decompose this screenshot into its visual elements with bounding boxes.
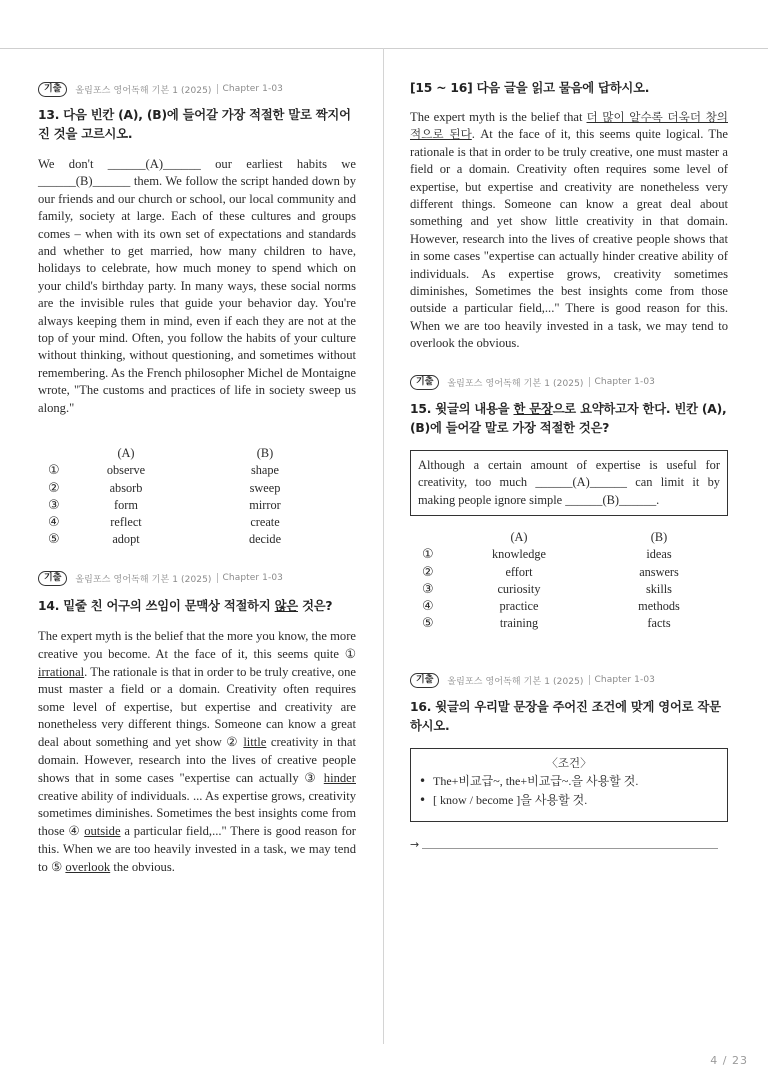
- divider: [217, 84, 218, 94]
- header-a: (A): [117, 446, 135, 460]
- q15-chapter: Chapter 1-03: [594, 377, 656, 387]
- marker-2: ②: [226, 734, 239, 750]
- option-b: answers: [639, 564, 679, 579]
- option-row[interactable]: [422, 564, 722, 581]
- option-row[interactable]: [48, 462, 346, 479]
- q13-options: [48, 445, 346, 549]
- q14-text: creativity in that domain. However, research into the lives of creative people shows that in some cases "expertise can actually: [38, 735, 356, 786]
- q16-chapter: Chapter 1-03: [594, 675, 656, 685]
- divider: [589, 675, 590, 685]
- conditions-title: 〈조건〉: [546, 756, 592, 770]
- marker-3: ③: [304, 770, 319, 786]
- option-row[interactable]: [422, 598, 722, 615]
- underlined-korean-sentence: 더 많이 알수록 더욱더 창의적으로 된다: [410, 110, 728, 142]
- q13-source-row: [38, 81, 283, 97]
- marker-4: ④: [68, 823, 81, 839]
- q13-tag: 기출: [38, 82, 67, 97]
- q15-title-underlined: 한 문장: [513, 402, 553, 416]
- option-b: ideas: [646, 547, 672, 562]
- header-b: (B): [650, 530, 668, 544]
- option-a: practice: [499, 599, 539, 614]
- option-b: skills: [646, 581, 672, 596]
- marker-5: ⑤: [50, 859, 63, 875]
- q14-title-underlined: 않은: [274, 599, 298, 613]
- bullet-icon: •: [419, 774, 427, 788]
- option-number: ②: [48, 480, 60, 496]
- q13-source: 올림포스 영어독해 기본 1 (2025): [75, 85, 212, 96]
- option-number: ②: [422, 564, 434, 580]
- answer-line-input[interactable]: [422, 848, 718, 849]
- options-header: [422, 529, 722, 546]
- option-a: training: [499, 616, 539, 631]
- q14-title-post: 것은?: [297, 599, 333, 613]
- q14-chapter: Chapter 1-03: [222, 573, 284, 583]
- option-row[interactable]: [48, 497, 346, 514]
- option-number: ①: [422, 547, 434, 563]
- q14-title-pre: 14. 밑줄 친 어구의 쓰임이 문맥상 적절하지: [38, 599, 275, 613]
- option-a: reflect: [110, 515, 142, 530]
- q16-tag: 기출: [410, 673, 439, 688]
- option-number: ④: [422, 599, 434, 615]
- q15-tag: 기출: [410, 375, 439, 390]
- option-b: sweep: [249, 480, 281, 495]
- q13-passage: We don't ______(A)______ our earliest habits we ______(B)______ them. We follow the script handed down by our friends and our church or school, our local community and family, society at large. Each of these cultures and groups comes – when with its own set of expectations and standards and whether to get married, how many children to have, holidays to celebrate, how much money to spend which on your child's birthday party. In many ways, these social norms are the invisible rules that guide your behavior day. You're always keeping them in mind, even if each they are not at the top of your mind. Often, you follow the habits of your culture without thinking, without questioning, and sometimes without remembering. As the French philosopher Michel de Montaigne wrote, "The customs and practices of life in society sweep us along.": [38, 157, 356, 415]
- q15-title: [410, 400, 728, 438]
- underlined-word-1: irrational: [38, 664, 85, 679]
- option-number: ①: [48, 463, 60, 479]
- option-row[interactable]: [48, 514, 346, 531]
- option-b: methods: [638, 599, 680, 614]
- option-b: decide: [248, 532, 282, 547]
- condition-item: [411, 791, 727, 809]
- q16-source: 올림포스 영어독해 기본 1 (2025): [447, 676, 584, 687]
- q14-text: the obvious.: [110, 860, 175, 875]
- summary-text: Although a certain amount of expertise is useful for creativity, too much ______(A)______ can limit it by making people ignore simple ______(B)______.: [418, 458, 720, 507]
- conditions-box: [410, 748, 728, 822]
- condition-item: [411, 771, 727, 791]
- q16-title: 16. 윗글의 우리말 문장을 주어진 조건에 맞게 영어로 작문하시오.: [410, 700, 721, 733]
- underlined-word-2: little: [243, 735, 267, 750]
- underlined-word-5: overlook: [65, 860, 111, 875]
- option-a: knowledge: [492, 547, 546, 562]
- bullet-icon: •: [419, 793, 427, 807]
- option-a: adopt: [112, 532, 140, 547]
- option-a: curiosity: [497, 581, 541, 596]
- q16-source-row: [410, 672, 655, 688]
- arrow-icon: →: [410, 838, 420, 851]
- passage-text: . At the face of it, this seems quite logical. The rationale is that in order to be truly creative, one must master a field or a domain. Creativity often requires some level of expertise, but expertise and creativity are nonetheless very different things. Someone can know a great deal about something and yet show little creativity in that domain. However, research into the lives of creative people shows that in some cases "expertise can actually hinder creative ability of individuals. As expertise grows, creativity sometimes diminishes, Sometimes the best insights come from those outside a particular field,..." There is good reason for this. When we are too heavily invested in a task, we may tend to overlook the obvious.: [410, 127, 728, 351]
- q14-source: 올림포스 영어독해 기본 1 (2025): [75, 574, 212, 585]
- option-b: create: [250, 515, 280, 530]
- q14-source-row: [38, 570, 283, 586]
- q15-16-passage: [410, 109, 728, 353]
- option-number: ③: [48, 497, 60, 513]
- q15-title-post: 으로 요약하고자 한다. 빈칸 (A), (B)에 들어갈 말로 가장 적절한 것은?: [410, 402, 727, 435]
- q14-title: [38, 597, 356, 616]
- option-number: ④: [48, 515, 60, 531]
- marker-1: ①: [344, 646, 356, 662]
- header-a: (A): [510, 530, 528, 544]
- option-row[interactable]: [48, 531, 346, 548]
- option-row[interactable]: [422, 615, 722, 632]
- option-row[interactable]: [422, 546, 722, 563]
- underlined-word-3: hinder: [323, 771, 356, 786]
- q14-text: . The rationale is that in order to be truly creative, one must master a field or a domain. Creativity often requires some level of expertise, but expertise and creativity are nonetheless very different things. Someone can know a great deal about something and yet show: [38, 664, 356, 750]
- q14-tag: 기출: [38, 571, 67, 586]
- option-number: ⑤: [422, 616, 434, 632]
- q15-source-row: [410, 374, 655, 390]
- option-a: effort: [505, 564, 533, 579]
- option-a: observe: [106, 463, 146, 478]
- column-divider: [383, 48, 384, 1044]
- option-b: mirror: [249, 497, 281, 512]
- condition-1-text: The+비교급~, the+비교급~.을 사용할 것.: [433, 774, 639, 788]
- q14-text: a particular field,..." There is good reason for this. When we are too heavily invested in a task, we may tend to: [38, 824, 356, 875]
- q13-title: 13. 다음 빈칸 (A), (B)에 들어갈 가장 적절한 말로 짝지어진 것을 고르시오.: [38, 108, 351, 141]
- option-a: absorb: [109, 480, 143, 495]
- q14-passage: [38, 628, 356, 877]
- options-header: [48, 445, 346, 462]
- header-divider: [0, 48, 768, 49]
- q15-source: 올림포스 영어독해 기본 1 (2025): [447, 378, 584, 389]
- option-row[interactable]: [48, 480, 346, 497]
- divider: [589, 377, 590, 387]
- option-b: shape: [251, 463, 279, 478]
- q14-text: The expert myth is the belief that the more you know, the more creative you become. At the face of it, this seems quite: [38, 629, 356, 662]
- q15-title-pre: 15. 윗글의 내용을: [410, 402, 514, 416]
- q14-text: creative ability of individuals. ... As expertise grows, creativity sometimes diminishes. Sometimes the best insights come from those: [38, 788, 356, 839]
- passage-text: The expert myth is the belief that: [410, 110, 587, 124]
- option-number: ⑤: [48, 532, 60, 548]
- option-b: facts: [647, 616, 671, 631]
- header-b: (B): [256, 446, 274, 460]
- option-number: ③: [422, 581, 434, 597]
- q13-chapter: Chapter 1-03: [222, 84, 284, 94]
- option-row[interactable]: [422, 581, 722, 598]
- option-a: form: [114, 497, 138, 512]
- summary-box: [410, 450, 728, 516]
- divider: [217, 573, 218, 583]
- underlined-word-4: outside: [84, 824, 121, 839]
- condition-2-text: [ know / become ]을 사용할 것.: [433, 793, 588, 807]
- page-number: 4 / 23: [710, 1054, 748, 1067]
- q15-options: [422, 529, 722, 633]
- q15-16-heading: [15 ~ 16] 다음 글을 읽고 물음에 답하시오.: [410, 81, 650, 95]
